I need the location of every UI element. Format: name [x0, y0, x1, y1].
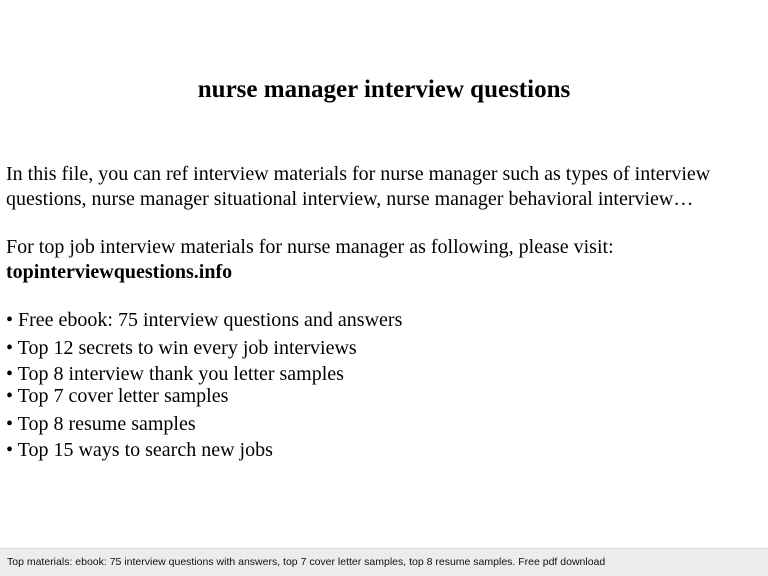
bullet-section [6, 308, 766, 463]
bullet-item-thank-you-letters: • Top 8 interview thank you letter samples [6, 363, 344, 385]
intro-line-2: questions, nurse manager situational interview, nurse manager behavioral interview… [6, 188, 694, 210]
bullet-item-cover-letters: • Top 7 cover letter samples [6, 385, 229, 407]
footer-bar [0, 548, 768, 576]
footer-text: Top materials: ebook: 75 interview questions with answers, top 7 cover letter samples, top 8 resume samples. Free pdf download [7, 556, 606, 568]
intro-paragraph [6, 162, 766, 212]
cta-line: For top job interview materials for nurse manager as following, please visit: [6, 236, 614, 258]
slide-title: nurse manager interview questions [197, 76, 571, 103]
bullet-item-resume-samples: • Top 8 resume samples [6, 413, 196, 435]
bullet-item-free-ebook: • Free ebook: 75 interview questions and answers [6, 309, 403, 331]
intro-line-1: In this file, you can ref interview materials for nurse manager such as types of interview [6, 163, 711, 185]
bullet-list [6, 308, 766, 463]
bullet-item-job-search: • Top 15 ways to search new jobs [6, 439, 273, 461]
cta-paragraph [6, 235, 766, 285]
website-link[interactable]: topinterviewquestions.info [6, 261, 233, 283]
bullet-item-secrets: • Top 12 secrets to win every job interviews [6, 337, 357, 359]
